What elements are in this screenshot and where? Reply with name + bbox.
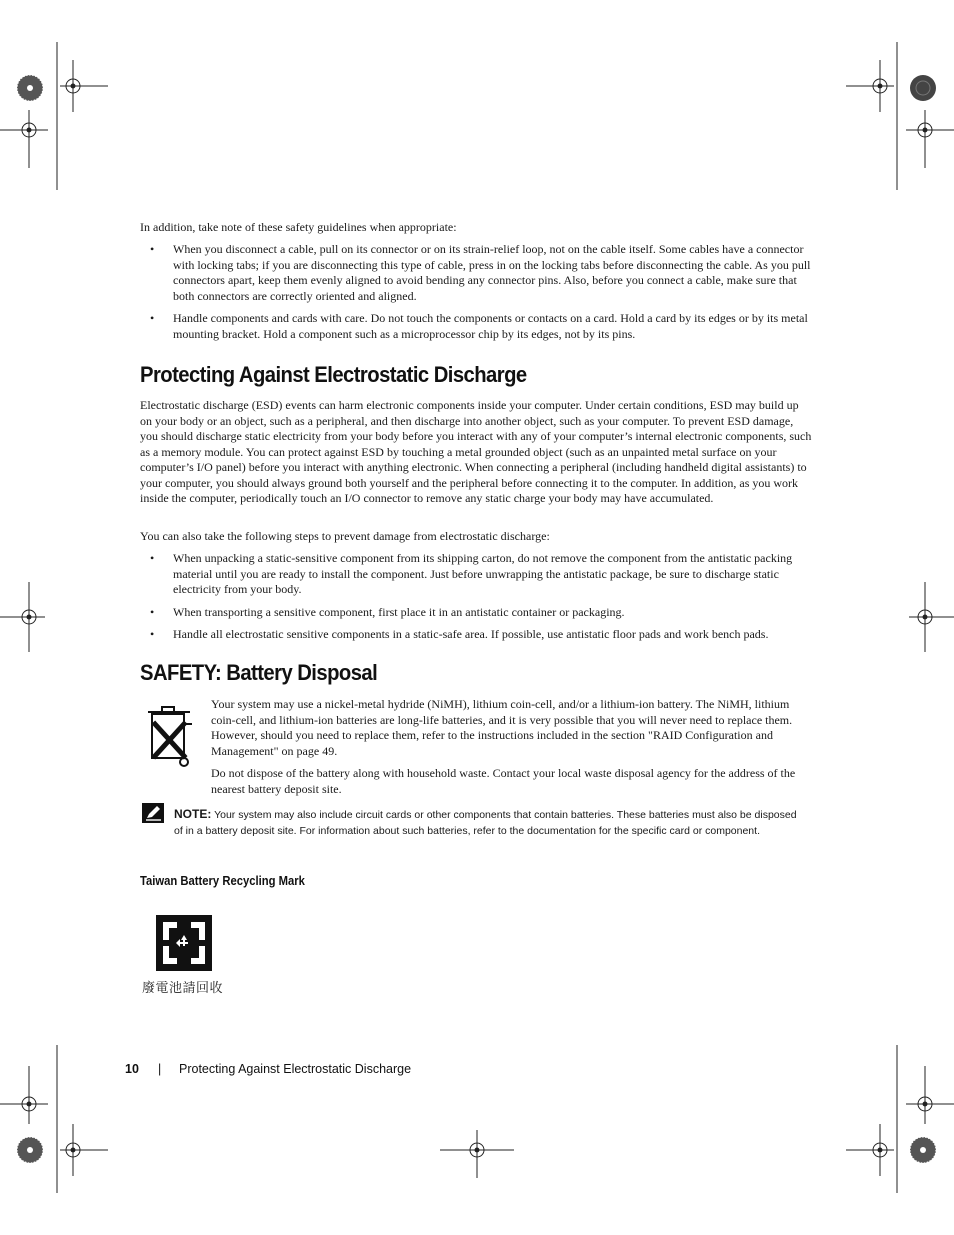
note-text-block <box>174 807 804 839</box>
bullet-icon: • <box>150 242 155 256</box>
list-item: • When unpacking a static-sensitive component from its shipping carton, do not remove the component from the antistatic packing material until you are ready to install the component. Just before unwrapping the antistatic package, be sure to discharge static electricity from your body. <box>150 551 793 596</box>
esd-steps-list <box>140 551 812 650</box>
battery-paragraph-2: Do not dispose of the battery along with household waste. Contact your local waste disposal agency for the address of the nearest battery deposit site. <box>211 766 796 796</box>
taiwan-mark-caption: 廢電池請回收 <box>142 980 224 995</box>
list-item: • When transporting a sensitive component, first place it in an antistatic container or packaging. <box>150 604 625 619</box>
esd-heading: Protecting Against Electrostatic Discharge <box>140 362 527 387</box>
bullet-icon: • <box>150 551 155 565</box>
note-pencil-icon <box>142 803 164 823</box>
note-label: NOTE: <box>174 807 212 821</box>
list-item: • Handle all electrostatic sensitive components in a static-safe area. If possible, use antistatic floor pads and work bench pads. <box>150 627 769 641</box>
list-item: • Handle components and cards with care. Do not touch the components or contacts on a card. Hold a card by its edges or by its metal mounting bracket. Hold a component such as a microprocessor chip by its edges, not by its pins. <box>150 311 808 341</box>
crossed-out-wheeled-bin-icon <box>144 704 198 768</box>
bullet-icon: • <box>150 311 155 325</box>
esd-paragraph: Electrostatic discharge (ESD) events can harm electronic components inside your computer. Under certain conditions, ESD may build up on your body or an object, such as a peripheral, and then discharge into another object, such as your computer. To prevent ESD damage, you should discharge static electricity from your body before you interact with any of your computer’s internal electronic components, such as a memory module. You can protect against ESD by touching a metal grounded object (such as an unpainted metal surface on your computer’s I/O panel) before you interact with anything electronic. When connecting a peripheral (including handheld digital assistants) to your computer, you should always ground both yourself and the peripheral before connecting it to the computer. In addition, as you work inside the computer, periodically touch an I/O connector to remove any static charge your body may have accumulated. <box>140 398 812 505</box>
bullet-icon: • <box>150 604 155 619</box>
note-body: Your system may also include circuit cards or other components that contain batteries. These batteries must also be disposed of in a battery deposit site. For information about such batteries, refer to the documentation for the specific card or component. <box>174 809 797 837</box>
footer-title: Protecting Against Electrostatic Discharge <box>179 1062 412 1076</box>
taiwan-subheading: Taiwan Battery Recycling Mark <box>140 874 305 888</box>
battery-paragraph-1: Your system may use a nickel-metal hydride (NiMH), lithium coin-cell, and/or a lithium-ion battery. The NiMH, lithium coin-cell, and lithium-ion batteries are long-life batteries, and it is very possible that you will never need to replace them. However, should you need to replace them, refer to the instructions included in the section "RAID Configuration and Management" on page 49. <box>211 697 793 758</box>
esd-steps-intro: You can also take the following steps to prevent damage from electrostatic discharge: <box>140 529 550 543</box>
bullet-icon: • <box>150 627 155 641</box>
intro-paragraph: In addition, take note of these safety guidelines when appropriate: <box>140 220 457 234</box>
battery-heading: SAFETY: Battery Disposal <box>140 660 378 685</box>
footer-separator: | <box>158 1062 162 1076</box>
page-number: 10 <box>125 1062 139 1076</box>
taiwan-recycling-mark-icon <box>154 913 214 973</box>
list-item: • When you disconnect a cable, pull on its connector or on its strain-relief loop, not on the cable itself. Some cables have a connector with locking tabs; if you are disconnecting this type of cable, press in on the locking tabs before disconnecting the cable. As you pull connectors apart, keep them evenly aligned to avoid bending any connector pins. Also, before you connect a cable, make sure that both connectors are correctly oriented and aligned. <box>150 242 811 303</box>
safety-guidelines-list <box>140 242 812 349</box>
